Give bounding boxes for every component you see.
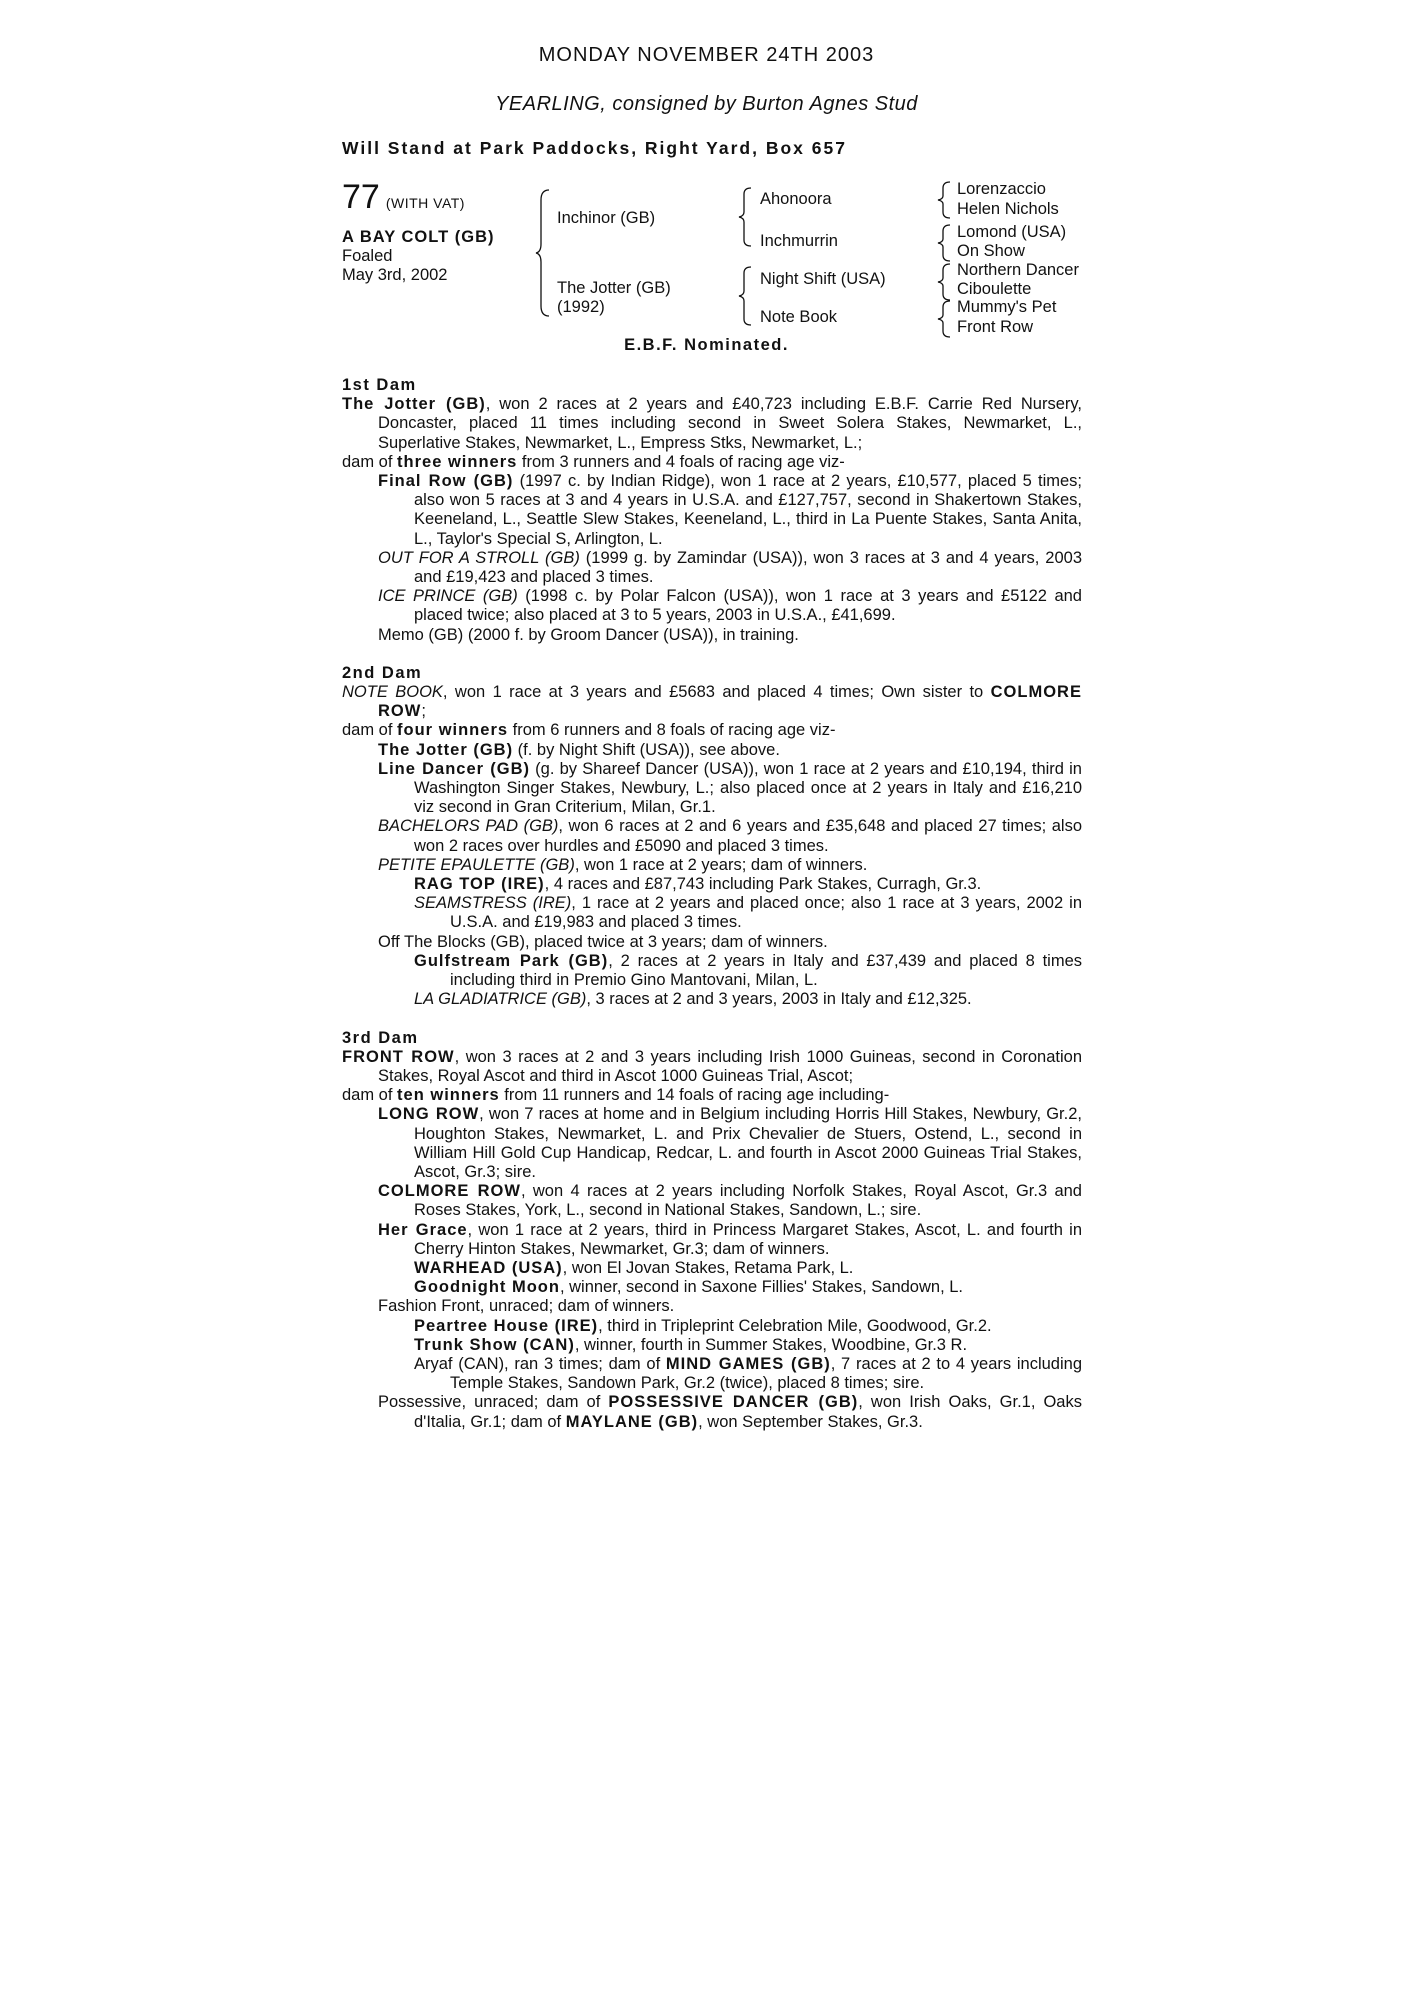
- pedigree-ggp-3: Lomond (USA): [957, 223, 1067, 241]
- second-dam-para-7: [342, 875, 1082, 894]
- first-dam-para-2: [342, 453, 1082, 472]
- pedigree-sire-dam: Inchmurrin: [760, 232, 838, 250]
- text: , third in Tripleprint Celebration Mile, Goodwood, Gr.2.: [598, 1316, 992, 1335]
- ebf-nominated: E.B.F. Nominated.: [624, 336, 789, 354]
- first-dam-text: , won 2 races at 2 years and £40,723 including E.B.F. Carrie Red Nursery, Doncaster, placed 11 times including second in Sweet Solera Stakes, Newmarket, L., Superlative Stakes, Newmarket, L., Empress Stks, Newmarket, L.;: [378, 395, 1082, 452]
- horse-name: Goodnight Moon: [414, 1278, 560, 1297]
- third-dam-para-5: [342, 1221, 1082, 1259]
- second-dam-para-5: [342, 817, 1082, 855]
- text: (1997 c. by Indian Ridge), won 1 race at 2 years, £10,577, placed 5 times; also won 5 races at 3 and 4 years in U.S.A. and £127,757, second in Shakertown Stakes, Keeneland, L., Seattle Slew Stakes, Keeneland, L., third in La Puente Stakes, Santa Anita, L., Taylor's Special S, Arlington, L.: [414, 472, 1082, 548]
- second-dam-para-11: [342, 990, 1082, 1009]
- text: Aryaf (CAN), ran 3 times; dam of: [414, 1354, 666, 1373]
- second-dam-para-1: [342, 683, 1082, 721]
- vat-note: (WITH VAT): [385, 195, 465, 211]
- text: (g. by Shareef Dancer (USA)), won 1 race at 2 years and £10,194, third in Washington Singer Stakes, Newbury, L.; also placed once at 2 years in Italy and £16,210 viz second in Gran Criterium, Milan, Gr.1.: [414, 759, 1082, 817]
- sale-date: MONDAY NOVEMBER 24TH 2003: [538, 44, 875, 66]
- text: , won 1 race at 2 years; dam of winners.: [574, 855, 868, 874]
- horse-name: NOTE BOOK: [342, 683, 443, 702]
- horse-name: Trunk Show (CAN): [414, 1335, 575, 1354]
- third-dam-para-10: [342, 1336, 1082, 1355]
- third-dam-para-4: [342, 1182, 1082, 1220]
- ggp-brace-3-icon: [937, 262, 953, 302]
- stand-location: Will Stand at Park Paddocks, Right Yard, Box 657: [342, 138, 847, 158]
- text: , won 1 race at 3 years and £5683 and placed 4 times; Own sister to: [442, 683, 991, 702]
- horse-details: [342, 228, 495, 285]
- third-dam-para-12: [342, 1393, 1082, 1431]
- pedigree-sire: Inchinor (GB): [557, 209, 656, 227]
- text: , won Irish Oaks, Gr.1, Oaks d'Italia, Gr.1; dam of: [414, 1393, 1082, 1431]
- ggp-brace-2-icon: [937, 223, 953, 263]
- text: (1998 c. by Polar Falcon (USA)), won 1 race at 3 years and £5122 and placed twice; also placed at 3 to 5 years, 2003 in U.S.A., £41,699.: [414, 587, 1082, 625]
- horse-name: LONG ROW: [378, 1105, 480, 1124]
- text: , winner, fourth in Summer Stakes, Woodbine, Gr.3 R.: [574, 1335, 968, 1354]
- pedigree-dam-year: (1992): [557, 298, 605, 316]
- horse-description: A BAY COLT (GB): [342, 228, 495, 246]
- horse-name: Peartree House (IRE): [414, 1316, 599, 1335]
- second-dam-heading: 2nd Dam: [342, 663, 423, 682]
- pedigree-ggp-7: Mummy's Pet: [957, 298, 1057, 316]
- second-dam-para-8: [342, 894, 1082, 932]
- pedigree-ggp-1: Lorenzaccio: [957, 180, 1046, 198]
- text: , 7 races at 2 to 4 years including Temple Stakes, Sandown Park, Gr.2 (twice), placed 8 times; sire.: [450, 1354, 1083, 1393]
- first-dam-para-6: Memo (GB) (2000 f. by Groom Dancer (USA)), in training.: [378, 625, 799, 644]
- text: , won 4 races at 2 years including Norfolk Stakes, Royal Ascot, Gr.3 and Roses Stakes, York, L., second in National Stakes, Sandown, L.; sire.: [414, 1182, 1082, 1220]
- horse-name: COLMORE ROW: [378, 683, 1082, 721]
- text: , 2 races at 2 years in Italy and £37,439 and placed 8 times including third in Premio Gino Mantovani, Milan, L.: [450, 951, 1083, 990]
- third-dam-para-7: [342, 1278, 1082, 1297]
- third-dam-para-9: [342, 1317, 1082, 1336]
- third-dam-para-6: [342, 1259, 1082, 1278]
- first-dam-para-3: [342, 472, 1082, 549]
- second-dam-para-6: [342, 856, 1082, 875]
- dam-brace-icon: [738, 265, 754, 327]
- third-dam-para-2: [342, 1086, 1082, 1105]
- ggp-brace-1-icon: [937, 180, 953, 220]
- first-dam-para-1: [342, 395, 1082, 453]
- horse-name: COLMORE ROW: [378, 1182, 521, 1201]
- horse-name: RAG TOP (IRE): [414, 875, 545, 894]
- text: dam of: [342, 1086, 398, 1105]
- horse-name: Her Grace: [378, 1220, 468, 1239]
- second-dam-para-4: [342, 760, 1082, 818]
- text: , 3 races at 2 and 3 years, 2003 in Italy and £12,325.: [586, 990, 972, 1009]
- horse-name: BACHELORS PAD (GB): [378, 817, 559, 836]
- pedigree-main-brace-icon: [535, 188, 555, 318]
- text: , won 6 races at 2 and 6 years and £35,648 and placed 27 times; also won 2 races over hurdles and £5090 and placed 3 times.: [414, 817, 1082, 855]
- horse-name: WARHEAD (USA): [414, 1258, 563, 1277]
- second-dam-para-9: Off The Blocks (GB), placed twice at 3 years; dam of winners.: [378, 932, 828, 951]
- text: , won El Jovan Stakes, Retama Park, L.: [562, 1258, 854, 1277]
- consignment-line: YEARLING, consigned by Burton Agnes Stud: [495, 93, 918, 115]
- third-dam-heading: 3rd Dam: [342, 1028, 419, 1047]
- text: from 11 runners and 14 foals of racing age including-: [499, 1086, 890, 1105]
- text: Possessive, unraced; dam of: [378, 1393, 609, 1412]
- third-dam-para-1: [342, 1048, 1082, 1086]
- dam-record: [342, 376, 1082, 1432]
- text: (1999 g. by Zamindar (USA)), won 3 races at 3 and 4 years, 2003 and £19,423 and placed 3 times.: [414, 548, 1083, 587]
- text: , won 3 races at 2 and 3 years including Irish 1000 Guineas, second in Coronation Stakes, Royal Ascot and third in Ascot 1000 Guineas Trial, Ascot;: [378, 1047, 1083, 1085]
- horse-name: FRONT ROW: [342, 1047, 455, 1066]
- text: dam of: [342, 452, 398, 471]
- horse-name: Final Row (GB): [378, 472, 514, 491]
- pedigree-dam-dam: Note Book: [760, 308, 838, 326]
- foaled-label: Foaled: [342, 247, 393, 265]
- horse-name: SEAMSTRESS (IRE): [414, 894, 572, 913]
- third-dam-para-11: [342, 1355, 1082, 1393]
- pedigree-ggp-8: Front Row: [957, 318, 1034, 336]
- text: , won 1 race at 2 years, third in Princess Margaret Stakes, Ascot, L. and fourth in Cherry Hinton Stakes, Newmarket, Gr.3; dam of winners.: [414, 1220, 1082, 1258]
- horse-name: LA GLADIATRICE (GB): [414, 990, 587, 1009]
- sire-brace-icon: [738, 186, 754, 248]
- first-dam-para-5: [342, 587, 1082, 625]
- horse-name: MAYLANE (GB): [565, 1412, 699, 1431]
- text: from 3 runners and 4 foals of racing age viz-: [517, 452, 845, 471]
- horse-name: ICE PRINCE (GB): [378, 587, 518, 606]
- horse-name: Gulfstream Park (GB): [414, 951, 609, 970]
- horse-name: Line Dancer (GB): [378, 759, 530, 778]
- pedigree-ggp-5: Northern Dancer: [957, 261, 1079, 279]
- lot-number: 77: [342, 178, 380, 216]
- text: , winner, second in Saxone Fillies' Stakes, Sandown, L.: [559, 1278, 963, 1297]
- first-dam-para-4: [342, 549, 1082, 587]
- second-dam-para-3: [342, 741, 1082, 760]
- text: , won September Stakes, Gr.3.: [698, 1412, 923, 1431]
- text: , won 7 races at home and in Belgium including Horris Hill Stakes, Newbury, Gr.2, Houghton Stakes, Newmarket, L. and Prix Chevalier de Stuers, Ostend, L., second in William Hill Gold Cup Handicap, Redcar, L. and fourth in Ascot 2000 Guineas Trial Stakes, Ascot, Gr.3; sire.: [414, 1105, 1082, 1181]
- second-dam-para-10: [342, 952, 1082, 990]
- pedigree-ggp-2: Helen Nichols: [957, 200, 1059, 218]
- third-dam-para-8: Fashion Front, unraced; dam of winners.: [378, 1297, 675, 1316]
- horse-name: OUT FOR A STROLL (GB): [378, 548, 580, 567]
- first-dam-name: The Jotter (GB): [342, 395, 486, 414]
- pedigree-ggp-4: On Show: [957, 242, 1025, 260]
- winner-count: three winners: [397, 452, 518, 471]
- third-dam-para-3: [342, 1105, 1082, 1182]
- pedigree-dam-sire: Night Shift (USA): [760, 270, 886, 288]
- horse-name: POSSESSIVE DANCER (GB): [608, 1393, 859, 1412]
- text: dam of: [342, 721, 398, 740]
- text: (f. by Night Shift (USA)), see above.: [513, 740, 780, 759]
- text: , 1 race at 2 years and placed once; also 1 race at 3 years, 2002 in U.S.A. and £19,983 and placed 3 times.: [450, 894, 1082, 932]
- horse-name: The Jotter (GB): [378, 740, 514, 759]
- pedigree-ggp-6: Ciboulette: [957, 280, 1032, 298]
- horse-name: PETITE EPAULETTE (GB): [378, 855, 575, 874]
- winner-count: four winners: [397, 721, 509, 740]
- lot-number-block: [342, 178, 465, 217]
- text: ;: [421, 702, 426, 721]
- ggp-brace-4-icon: [937, 299, 953, 339]
- second-dam-para-2: [342, 721, 1082, 740]
- winner-count: ten winners: [397, 1086, 500, 1105]
- first-dam-heading: 1st Dam: [342, 376, 417, 394]
- horse-name: MIND GAMES (GB): [665, 1354, 831, 1373]
- foaled-date: May 3rd, 2002: [342, 266, 448, 284]
- text: from 6 runners and 8 foals of racing age viz-: [508, 721, 836, 740]
- pedigree-dam: The Jotter (GB): [557, 279, 671, 297]
- pedigree-sire-sire: Ahonoora: [760, 190, 832, 208]
- text: , 4 races and £87,743 including Park Stakes, Curragh, Gr.3.: [544, 875, 982, 894]
